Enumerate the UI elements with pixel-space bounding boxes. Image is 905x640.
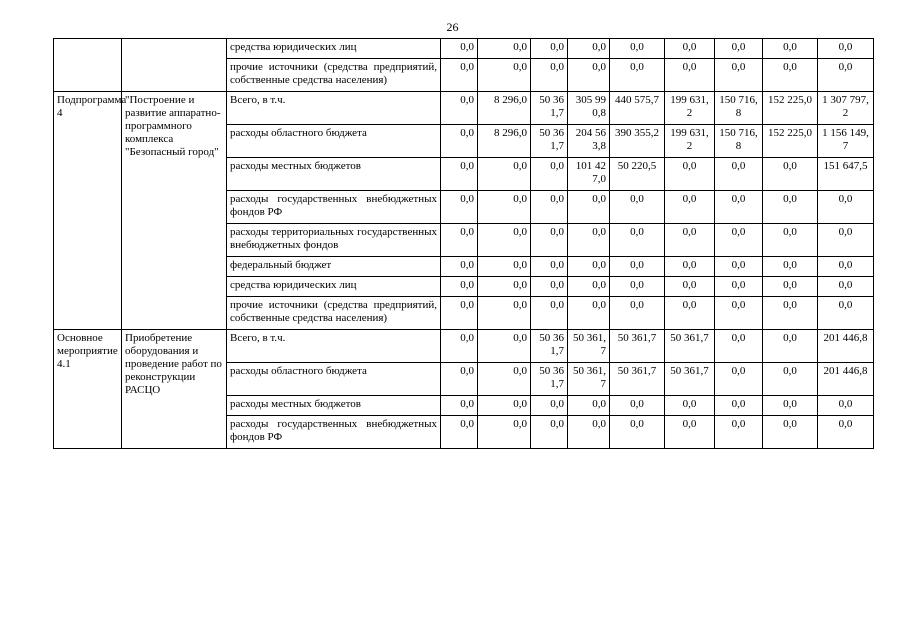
source-cell: прочие источники (средства предприятий, собственные средства населения) [227,59,441,92]
value-cell: 152 225,0 [763,125,818,158]
value-cell: 0,0 [568,277,610,297]
value-cell: 0,0 [478,59,531,92]
value-cell: 0,0 [478,416,531,449]
value-cell: 1 307 797,2 [818,92,874,125]
value-cell: 50 361,7 [531,125,568,158]
value-cell: 0,0 [715,416,763,449]
value-cell: 0,0 [763,257,818,277]
value-cell: 0,0 [715,277,763,297]
value-cell: 50 361,7 [665,330,715,363]
source-cell: прочие источники (средства предприятий, собственные средства населения) [227,297,441,330]
value-cell: 0,0 [818,396,874,416]
value-cell: 101 427,0 [568,158,610,191]
value-cell: 0,0 [441,277,478,297]
value-cell: 0,0 [478,277,531,297]
value-cell: 0,0 [715,224,763,257]
source-cell: расходы областного бюджета [227,125,441,158]
value-cell: 0,0 [568,191,610,224]
value-cell: 0,0 [610,191,665,224]
value-cell: 0,0 [818,59,874,92]
value-cell: 0,0 [478,257,531,277]
value-cell: 50 361,7 [665,363,715,396]
value-cell: 0,0 [478,224,531,257]
value-cell: 0,0 [531,416,568,449]
value-cell: 0,0 [441,191,478,224]
value-cell: 0,0 [763,191,818,224]
source-cell: средства юридических лиц [227,277,441,297]
value-cell: 0,0 [531,191,568,224]
source-cell: расходы территориальных государственных внебюджетных фондов [227,224,441,257]
value-cell: 0,0 [763,39,818,59]
value-cell: 50 361,7 [568,330,610,363]
value-cell: 0,0 [715,39,763,59]
code-cell [54,39,122,92]
value-cell: 0,0 [568,416,610,449]
source-cell: средства юридических лиц [227,39,441,59]
value-cell: 199 631,2 [665,92,715,125]
code-cell: Основное мероприятие 4.1 [54,330,122,449]
value-cell: 0,0 [610,396,665,416]
value-cell: 0,0 [665,158,715,191]
title-cell: Приобретение оборудования и проведение работ по реконструкции РАСЦО [122,330,227,449]
value-cell: 0,0 [665,39,715,59]
value-cell: 0,0 [568,396,610,416]
value-cell: 0,0 [763,59,818,92]
value-cell: 1 156 149,7 [818,125,874,158]
code-cell: Подпрограмма 4 [54,92,122,330]
table-body [54,39,874,449]
value-cell: 0,0 [478,363,531,396]
value-cell: 0,0 [441,39,478,59]
value-cell: 8 296,0 [478,125,531,158]
title-cell: "Построение и развитие аппаратно-программного комплекса "Безопасный город" [122,92,227,330]
value-cell: 0,0 [665,297,715,330]
value-cell: 0,0 [568,59,610,92]
value-cell: 0,0 [665,59,715,92]
value-cell: 0,0 [665,416,715,449]
value-cell: 0,0 [818,224,874,257]
table-row [54,92,874,125]
value-cell: 0,0 [441,158,478,191]
value-cell: 50 361,7 [531,92,568,125]
source-cell: федеральный бюджет [227,257,441,277]
value-cell: 0,0 [478,158,531,191]
value-cell: 0,0 [763,396,818,416]
value-cell: 440 575,7 [610,92,665,125]
value-cell: 0,0 [568,39,610,59]
value-cell: 0,0 [531,297,568,330]
value-cell: 0,0 [610,59,665,92]
value-cell: 0,0 [715,396,763,416]
value-cell: 0,0 [610,224,665,257]
value-cell: 50 361,7 [531,330,568,363]
source-cell: Всего, в т.ч. [227,330,441,363]
value-cell: 150 716,8 [715,92,763,125]
title-cell [122,39,227,92]
value-cell: 0,0 [763,277,818,297]
value-cell: 0,0 [478,297,531,330]
value-cell: 0,0 [818,257,874,277]
source-cell: Всего, в т.ч. [227,92,441,125]
value-cell: 0,0 [763,297,818,330]
value-cell: 0,0 [441,125,478,158]
value-cell: 305 990,8 [568,92,610,125]
value-cell: 0,0 [478,39,531,59]
value-cell: 0,0 [610,39,665,59]
value-cell: 0,0 [478,396,531,416]
value-cell: 0,0 [763,416,818,449]
value-cell: 201 446,8 [818,363,874,396]
value-cell: 0,0 [478,330,531,363]
value-cell: 0,0 [763,330,818,363]
value-cell: 0,0 [568,224,610,257]
value-cell: 0,0 [763,363,818,396]
value-cell: 50 361,7 [531,363,568,396]
budget-table [53,38,874,449]
value-cell: 151 647,5 [818,158,874,191]
value-cell: 0,0 [478,191,531,224]
value-cell: 0,0 [441,92,478,125]
value-cell: 0,0 [441,257,478,277]
value-cell: 0,0 [715,191,763,224]
value-cell: 0,0 [441,363,478,396]
value-cell: 50 361,7 [568,363,610,396]
value-cell: 199 631,2 [665,125,715,158]
value-cell: 0,0 [531,224,568,257]
value-cell: 0,0 [715,158,763,191]
value-cell: 0,0 [531,39,568,59]
value-cell: 204 563,8 [568,125,610,158]
value-cell: 0,0 [665,396,715,416]
value-cell: 0,0 [818,191,874,224]
value-cell: 0,0 [568,257,610,277]
value-cell: 0,0 [441,224,478,257]
value-cell: 0,0 [441,396,478,416]
value-cell: 0,0 [610,416,665,449]
value-cell: 0,0 [531,59,568,92]
source-cell: расходы местных бюджетов [227,396,441,416]
source-cell: расходы местных бюджетов [227,158,441,191]
value-cell: 150 716,8 [715,125,763,158]
value-cell: 50 361,7 [610,330,665,363]
value-cell: 0,0 [531,396,568,416]
table-row [54,330,874,363]
value-cell: 201 446,8 [818,330,874,363]
value-cell: 0,0 [441,59,478,92]
value-cell: 0,0 [818,39,874,59]
value-cell: 0,0 [665,277,715,297]
source-cell: расходы областного бюджета [227,363,441,396]
value-cell: 0,0 [531,257,568,277]
value-cell: 0,0 [763,224,818,257]
value-cell: 0,0 [610,257,665,277]
table-row [54,39,874,59]
value-cell: 0,0 [715,59,763,92]
value-cell: 0,0 [531,158,568,191]
value-cell: 0,0 [441,330,478,363]
value-cell: 0,0 [441,297,478,330]
value-cell: 0,0 [665,257,715,277]
value-cell: 0,0 [818,297,874,330]
value-cell: 8 296,0 [478,92,531,125]
source-cell: расходы государственных внебюджетных фондов РФ [227,416,441,449]
value-cell: 50 361,7 [610,363,665,396]
value-cell: 0,0 [568,297,610,330]
value-cell: 0,0 [818,277,874,297]
source-cell: расходы государственных внебюджетных фондов РФ [227,191,441,224]
value-cell: 0,0 [818,416,874,449]
value-cell: 0,0 [665,224,715,257]
value-cell: 0,0 [715,330,763,363]
value-cell: 0,0 [610,297,665,330]
value-cell: 390 355,2 [610,125,665,158]
value-cell: 0,0 [763,158,818,191]
value-cell: 0,0 [715,257,763,277]
value-cell: 0,0 [665,191,715,224]
page-number: 26 [446,20,459,34]
value-cell: 0,0 [610,277,665,297]
value-cell: 50 220,5 [610,158,665,191]
value-cell: 0,0 [715,363,763,396]
value-cell: 0,0 [715,297,763,330]
value-cell: 152 225,0 [763,92,818,125]
value-cell: 0,0 [531,277,568,297]
value-cell: 0,0 [441,416,478,449]
